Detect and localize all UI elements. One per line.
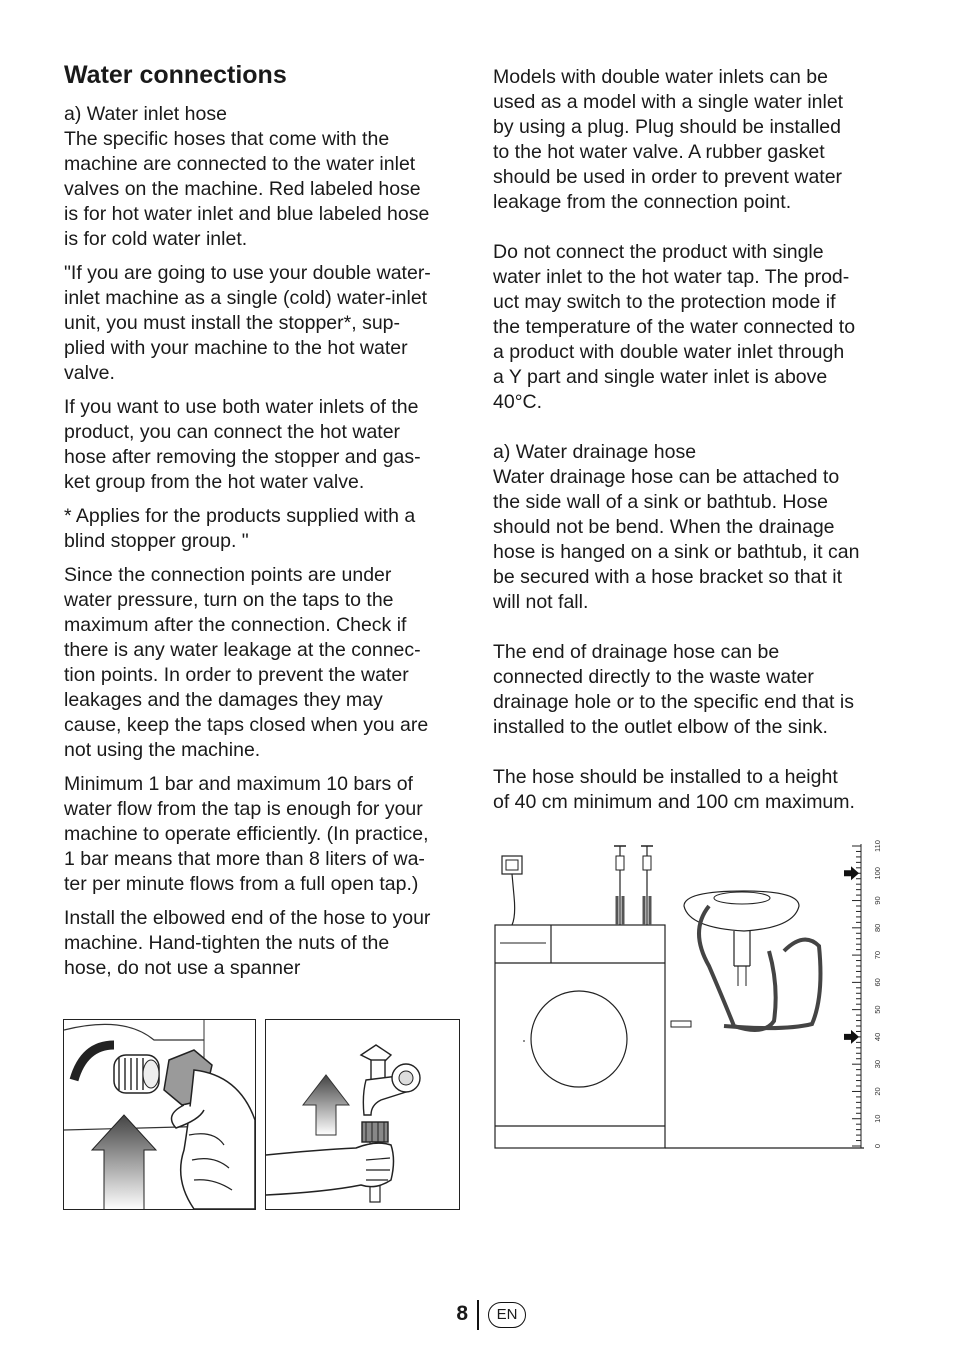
right-paragraph xyxy=(493,765,893,815)
hose-tighten-drawing xyxy=(64,1020,255,1209)
text-line: ter per minute flows from a full open tap.) xyxy=(64,873,419,895)
text-line: "If you are going to use your double water- xyxy=(64,262,431,284)
text-line: hose, do not use a spanner xyxy=(64,957,301,979)
text-line: The end of drainage hose can be xyxy=(493,641,780,663)
ruler-label: 70 xyxy=(873,950,882,960)
text-line: water inlet to the hot water tap. The prod- xyxy=(493,266,850,288)
text-line: uct may switch to the protection mode if xyxy=(493,291,836,313)
inlet-taps-icon xyxy=(614,846,653,925)
washing-machine-icon xyxy=(495,925,665,1148)
text-line: not using the machine. xyxy=(64,739,261,761)
left-paragraph xyxy=(64,261,464,386)
text-line: 40°C. xyxy=(493,391,542,413)
text-line: a Y part and single water inlet is above xyxy=(493,366,828,388)
text-line: drainage hole or to the specific end that is xyxy=(493,691,854,713)
text-line: be secured with a hose bracket so that it xyxy=(493,566,843,588)
water-tap-icon xyxy=(361,1045,420,1115)
text-line: machine. Hand-tighten the nuts of the xyxy=(64,932,390,954)
ruler-label: 100 xyxy=(873,867,882,880)
hose-to-tap-illustration xyxy=(265,1019,460,1210)
ruler-label: 80 xyxy=(873,923,882,932)
hose-to-tap-drawing xyxy=(266,1020,459,1209)
text-line: machine to operate efficiently. (In practice, xyxy=(64,823,429,845)
left-paragraph xyxy=(64,563,464,763)
ruler-label: 30 xyxy=(873,1060,882,1069)
text-line: a) Water drainage hose xyxy=(493,441,697,463)
text-line: the side wall of a sink or bathtub. Hose xyxy=(493,491,828,513)
page-footer xyxy=(0,1298,954,1338)
text-line: hose after removing the stopper and gas- xyxy=(64,446,421,468)
text-line: plied with your machine to the hot water xyxy=(64,337,408,359)
text-line: maximum after the connection. Check if xyxy=(64,614,407,636)
drainage-height-diagram xyxy=(494,836,894,1156)
right-column xyxy=(493,65,893,840)
text-line: should be used in order to prevent water xyxy=(493,166,843,188)
wall-socket-icon xyxy=(502,856,522,925)
hose-connector-icon xyxy=(114,1055,159,1093)
ruler-label: 10 xyxy=(873,1114,882,1123)
text-line: will not fall. xyxy=(493,591,589,613)
footer-separator xyxy=(477,1300,479,1330)
text-line: is for hot water inlet and blue labeled hose xyxy=(64,203,430,225)
text-line: leakage from the connection point. xyxy=(493,191,792,213)
text-line: machine are connected to the water inlet xyxy=(64,153,416,175)
drainage-diagram-drawing xyxy=(494,836,894,1156)
hose-tighten-illustration xyxy=(63,1019,256,1210)
text-line: a) Water inlet hose xyxy=(64,103,227,125)
text-line: Water drainage hose can be attached to xyxy=(493,466,840,488)
right-paragraph xyxy=(493,240,893,415)
text-line: inlet machine as a single (cold) water-inlet xyxy=(64,287,428,309)
text-line: unit, you must install the stopper*, sup- xyxy=(64,312,401,334)
text-line: ket group from the hot water valve. xyxy=(64,471,365,493)
text-line: installed to the outlet elbow of the sink. xyxy=(493,716,828,738)
text-line: cause, keep the taps closed when you are xyxy=(64,714,429,736)
text-line: Since the connection points are under xyxy=(64,564,392,586)
text-line: 1 bar means that more than 8 liters of wa- xyxy=(64,848,425,870)
text-line: Models with double water inlets can be xyxy=(493,66,828,88)
text-line: connected directly to the waste water xyxy=(493,666,814,688)
text-line: water flow from the tap is enough for your xyxy=(64,798,423,820)
ruler-label: 50 xyxy=(873,1005,882,1014)
ruler-label: 60 xyxy=(873,978,882,987)
ruler-label: 110 xyxy=(873,840,882,852)
text-line: should not be bend. When the drainage xyxy=(493,516,835,538)
text-line: there is any water leakage at the connec- xyxy=(64,639,421,661)
max-height-arrow-icon xyxy=(844,866,859,880)
text-line: Minimum 1 bar and maximum 10 bars of xyxy=(64,773,413,795)
right-text xyxy=(493,65,893,815)
ruler-label: 0 xyxy=(873,1143,882,1149)
text-line: of 40 cm minimum and 100 cm maximum. xyxy=(493,791,855,813)
text-line: The specific hoses that come with the xyxy=(64,128,390,150)
text-line: hose is hanged on a sink or bathtub, it can xyxy=(493,541,860,563)
height-ruler xyxy=(852,840,882,1148)
text-line: water pressure, turn on the taps to the xyxy=(64,589,394,611)
text-line: product, you can connect the hot water xyxy=(64,421,401,443)
left-paragraph xyxy=(64,906,464,981)
text-line: The hose should be installed to a height xyxy=(493,766,838,788)
page-title: Water connections xyxy=(64,61,287,89)
left-paragraph xyxy=(64,395,464,495)
text-line: a product with double water inlet through xyxy=(493,341,845,363)
left-column xyxy=(64,60,464,990)
text-line: to the hot water valve. A rubber gasket xyxy=(493,141,825,163)
page-number: 8 xyxy=(456,1302,468,1325)
ruler-label: 40 xyxy=(873,1032,882,1042)
text-line: tion points. In order to prevent the water xyxy=(64,664,409,686)
text-line: used as a model with a single water inlet xyxy=(493,91,844,113)
language-badge: EN xyxy=(488,1302,526,1328)
min-height-arrow-icon xyxy=(844,1030,859,1044)
left-text xyxy=(64,102,464,981)
text-line: leakages and the damages they may xyxy=(64,689,383,711)
text-line: valves on the machine. Red labeled hose xyxy=(64,178,421,200)
ruler-label: 90 xyxy=(873,896,882,905)
text-line: is for cold water inlet. xyxy=(64,228,248,250)
right-paragraph xyxy=(493,440,893,615)
text-line: * Applies for the products supplied with a xyxy=(64,505,416,527)
left-paragraph xyxy=(64,772,464,897)
left-paragraph xyxy=(64,504,464,554)
ruler-label: 20 xyxy=(873,1087,882,1096)
right-paragraph xyxy=(493,640,893,740)
text-line: Install the elbowed end of the hose to your xyxy=(64,907,431,929)
left-paragraph xyxy=(64,102,464,252)
text-line: Do not connect the product with single xyxy=(493,241,824,263)
text-line: valve. xyxy=(64,362,115,384)
right-paragraph xyxy=(493,65,893,215)
text-line: the temperature of the water connected to xyxy=(493,316,856,338)
text-line: by using a plug. Plug should be installed xyxy=(493,116,841,138)
text-line: If you want to use both water inlets of the xyxy=(64,396,419,418)
text-line: blind stopper group. " xyxy=(64,530,249,552)
